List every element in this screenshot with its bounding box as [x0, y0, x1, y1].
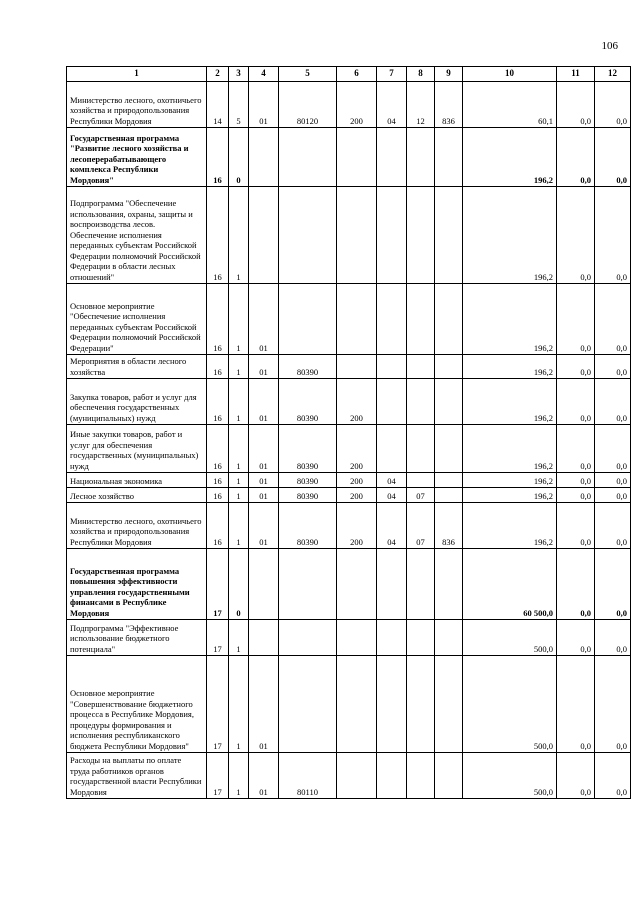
row-name: Министерство лесного, охотничьего хозяйства и природопользования Республики Мордовия [67, 503, 207, 549]
table-row [67, 379, 631, 425]
code-cell: 1 [229, 355, 249, 379]
code-cell [407, 549, 435, 620]
code-cell [377, 549, 407, 620]
code-cell: 14 [207, 82, 229, 128]
code-cell [249, 128, 279, 187]
code-cell: 07 [407, 488, 435, 503]
amount-cell: 0,0 [557, 128, 595, 187]
code-cell [279, 620, 337, 656]
amount-cell: 0,0 [557, 753, 595, 799]
code-cell [377, 128, 407, 187]
code-cell: 01 [249, 82, 279, 128]
code-cell [279, 656, 337, 753]
code-cell: 80390 [279, 473, 337, 488]
code-cell [435, 187, 463, 284]
code-cell [407, 379, 435, 425]
code-cell [435, 488, 463, 503]
table-row [67, 488, 631, 503]
code-cell: 01 [249, 284, 279, 355]
code-cell [279, 284, 337, 355]
amount-cell: 196,2 [463, 503, 557, 549]
table-row [67, 425, 631, 473]
code-cell [407, 473, 435, 488]
code-cell [435, 753, 463, 799]
code-cell: 1 [229, 488, 249, 503]
code-cell: 200 [337, 488, 377, 503]
code-cell [337, 656, 377, 753]
amount-cell: 0,0 [557, 355, 595, 379]
code-cell [435, 656, 463, 753]
code-cell [435, 355, 463, 379]
code-cell: 80390 [279, 488, 337, 503]
code-cell [377, 284, 407, 355]
code-cell: 17 [207, 753, 229, 799]
code-cell [407, 656, 435, 753]
amount-cell: 0,0 [595, 187, 631, 284]
code-cell: 16 [207, 425, 229, 473]
code-cell: 1 [229, 187, 249, 284]
code-cell: 1 [229, 753, 249, 799]
code-cell: 01 [249, 656, 279, 753]
amount-cell: 0,0 [595, 753, 631, 799]
amount-cell: 0,0 [557, 379, 595, 425]
table-row [67, 128, 631, 187]
row-name: Государственная программа повышения эффективности управления государственными финансами в Республике Мордовия [67, 549, 207, 620]
code-cell [249, 549, 279, 620]
amount-cell: 196,2 [463, 379, 557, 425]
amount-cell: 0,0 [595, 473, 631, 488]
amount-cell: 196,2 [463, 473, 557, 488]
budget-table [66, 66, 631, 799]
code-cell: 17 [207, 620, 229, 656]
code-cell: 16 [207, 187, 229, 284]
code-cell: 04 [377, 488, 407, 503]
code-cell [435, 425, 463, 473]
amount-cell: 0,0 [557, 187, 595, 284]
column-header: 4 [249, 67, 279, 82]
table-row [67, 549, 631, 620]
row-name: Подпрограмма "Эффективное использование бюджетного потенциала" [67, 620, 207, 656]
code-cell: 16 [207, 128, 229, 187]
code-cell [337, 753, 377, 799]
code-cell: 1 [229, 620, 249, 656]
code-cell: 836 [435, 503, 463, 549]
column-header: 7 [377, 67, 407, 82]
code-cell: 04 [377, 473, 407, 488]
code-cell: 5 [229, 82, 249, 128]
column-header: 8 [407, 67, 435, 82]
amount-cell: 0,0 [557, 656, 595, 753]
code-cell [435, 620, 463, 656]
amount-cell: 0,0 [557, 503, 595, 549]
amount-cell: 0,0 [595, 425, 631, 473]
code-cell [407, 187, 435, 284]
row-name: Основное мероприятие "Совершенствование бюджетного процесса в Республике Мордовия, процедуры формирования и исполнения республиканского бюджета Республики Мордовия" [67, 656, 207, 753]
amount-cell: 196,2 [463, 128, 557, 187]
row-name: Мероприятия в области лесного хозяйства [67, 355, 207, 379]
code-cell [249, 620, 279, 656]
amount-cell: 196,2 [463, 355, 557, 379]
code-cell: 80120 [279, 82, 337, 128]
row-name: Государственная программа "Развитие лесного хозяйства и лесоперерабатывающего комплекса Республики Мордовия" [67, 128, 207, 187]
code-cell [337, 620, 377, 656]
amount-cell: 0,0 [557, 549, 595, 620]
row-name: Расходы на выплаты по оплате труда работников органов государственной власти Республики Мордовия [67, 753, 207, 799]
amount-cell: 60 500,0 [463, 549, 557, 620]
table-row [67, 473, 631, 488]
column-header: 1 [67, 67, 207, 82]
page-number: 106 [601, 40, 618, 52]
code-cell: 16 [207, 473, 229, 488]
code-cell: 1 [229, 425, 249, 473]
amount-cell: 0,0 [595, 488, 631, 503]
amount-cell: 196,2 [463, 488, 557, 503]
code-cell [435, 549, 463, 620]
column-header: 3 [229, 67, 249, 82]
table-header-row [67, 67, 631, 82]
code-cell: 16 [207, 488, 229, 503]
column-header: 2 [207, 67, 229, 82]
code-cell: 836 [435, 82, 463, 128]
code-cell [377, 379, 407, 425]
row-name: Основное мероприятие "Обеспечение исполнения переданных субъектам Российской Федерации полномочий Российской Федерации" [67, 284, 207, 355]
amount-cell: 60,1 [463, 82, 557, 128]
code-cell [377, 187, 407, 284]
code-cell: 01 [249, 488, 279, 503]
code-cell [435, 379, 463, 425]
code-cell [377, 425, 407, 473]
code-cell: 1 [229, 503, 249, 549]
amount-cell: 0,0 [595, 549, 631, 620]
code-cell: 200 [337, 425, 377, 473]
code-cell: 1 [229, 379, 249, 425]
column-header: 11 [557, 67, 595, 82]
column-header: 10 [463, 67, 557, 82]
row-name: Министерство лесного, охотничьего хозяйства и природопользования Республики Мордовия [67, 82, 207, 128]
code-cell: 0 [229, 128, 249, 187]
code-cell [407, 753, 435, 799]
code-cell: 0 [229, 549, 249, 620]
code-cell: 80390 [279, 379, 337, 425]
code-cell: 01 [249, 379, 279, 425]
code-cell [279, 128, 337, 187]
table-row [67, 620, 631, 656]
row-name: Иные закупки товаров, работ и услуг для обеспечения государственных (муниципальных) нужд [67, 425, 207, 473]
amount-cell: 196,2 [463, 425, 557, 473]
code-cell [377, 656, 407, 753]
row-name: Закупка товаров, работ и услуг для обеспечения государственных (муниципальных) нужд [67, 379, 207, 425]
code-cell [337, 128, 377, 187]
code-cell: 01 [249, 355, 279, 379]
code-cell [377, 355, 407, 379]
code-cell: 04 [377, 503, 407, 549]
code-cell: 200 [337, 473, 377, 488]
code-cell: 1 [229, 473, 249, 488]
amount-cell: 0,0 [595, 503, 631, 549]
amount-cell: 0,0 [557, 620, 595, 656]
table-row [67, 284, 631, 355]
amount-cell: 0,0 [595, 620, 631, 656]
code-cell: 17 [207, 549, 229, 620]
code-cell: 200 [337, 379, 377, 425]
code-cell: 200 [337, 503, 377, 549]
column-header: 6 [337, 67, 377, 82]
code-cell [337, 355, 377, 379]
table-row [67, 656, 631, 753]
amount-cell: 0,0 [595, 379, 631, 425]
code-cell: 16 [207, 355, 229, 379]
code-cell: 1 [229, 656, 249, 753]
table-row [67, 753, 631, 799]
code-cell [435, 473, 463, 488]
code-cell: 80390 [279, 355, 337, 379]
code-cell: 12 [407, 82, 435, 128]
code-cell [377, 620, 407, 656]
code-cell [407, 355, 435, 379]
code-cell: 80390 [279, 425, 337, 473]
code-cell: 17 [207, 656, 229, 753]
code-cell [337, 187, 377, 284]
table-body [67, 82, 631, 799]
amount-cell: 0,0 [557, 473, 595, 488]
code-cell: 01 [249, 473, 279, 488]
code-cell [407, 128, 435, 187]
row-name: Подпрограмма "Обеспечение использования, охраны, защиты и воспроизводства лесов. Обеспечение исполнения переданных субъектам Российской Федерации полномочий Российской Федерации в области лесных отношений" [67, 187, 207, 284]
code-cell: 16 [207, 503, 229, 549]
table-row [67, 355, 631, 379]
code-cell: 80390 [279, 503, 337, 549]
amount-cell: 196,2 [463, 284, 557, 355]
table-row [67, 187, 631, 284]
amount-cell: 500,0 [463, 656, 557, 753]
table-row [67, 503, 631, 549]
amount-cell: 0,0 [557, 488, 595, 503]
code-cell: 01 [249, 425, 279, 473]
code-cell [279, 187, 337, 284]
code-cell: 07 [407, 503, 435, 549]
code-cell: 01 [249, 753, 279, 799]
code-cell: 80110 [279, 753, 337, 799]
row-name: Национальная экономика [67, 473, 207, 488]
code-cell [377, 753, 407, 799]
code-cell [407, 284, 435, 355]
amount-cell: 500,0 [463, 620, 557, 656]
amount-cell: 500,0 [463, 753, 557, 799]
code-cell [435, 284, 463, 355]
amount-cell: 0,0 [595, 284, 631, 355]
column-header: 5 [279, 67, 337, 82]
table-row [67, 82, 631, 128]
amount-cell: 0,0 [595, 128, 631, 187]
amount-cell: 196,2 [463, 187, 557, 284]
code-cell: 1 [229, 284, 249, 355]
code-cell [407, 620, 435, 656]
code-cell [249, 187, 279, 284]
column-header: 12 [595, 67, 631, 82]
code-cell [407, 425, 435, 473]
code-cell [337, 549, 377, 620]
code-cell: 01 [249, 503, 279, 549]
amount-cell: 0,0 [557, 425, 595, 473]
amount-cell: 0,0 [595, 656, 631, 753]
code-cell: 16 [207, 379, 229, 425]
code-cell: 200 [337, 82, 377, 128]
amount-cell: 0,0 [595, 82, 631, 128]
amount-cell: 0,0 [557, 82, 595, 128]
row-name: Лесное хозяйство [67, 488, 207, 503]
code-cell [279, 549, 337, 620]
amount-cell: 0,0 [595, 355, 631, 379]
code-cell [435, 128, 463, 187]
code-cell [337, 284, 377, 355]
column-header: 9 [435, 67, 463, 82]
amount-cell: 0,0 [557, 284, 595, 355]
code-cell: 16 [207, 284, 229, 355]
code-cell: 04 [377, 82, 407, 128]
